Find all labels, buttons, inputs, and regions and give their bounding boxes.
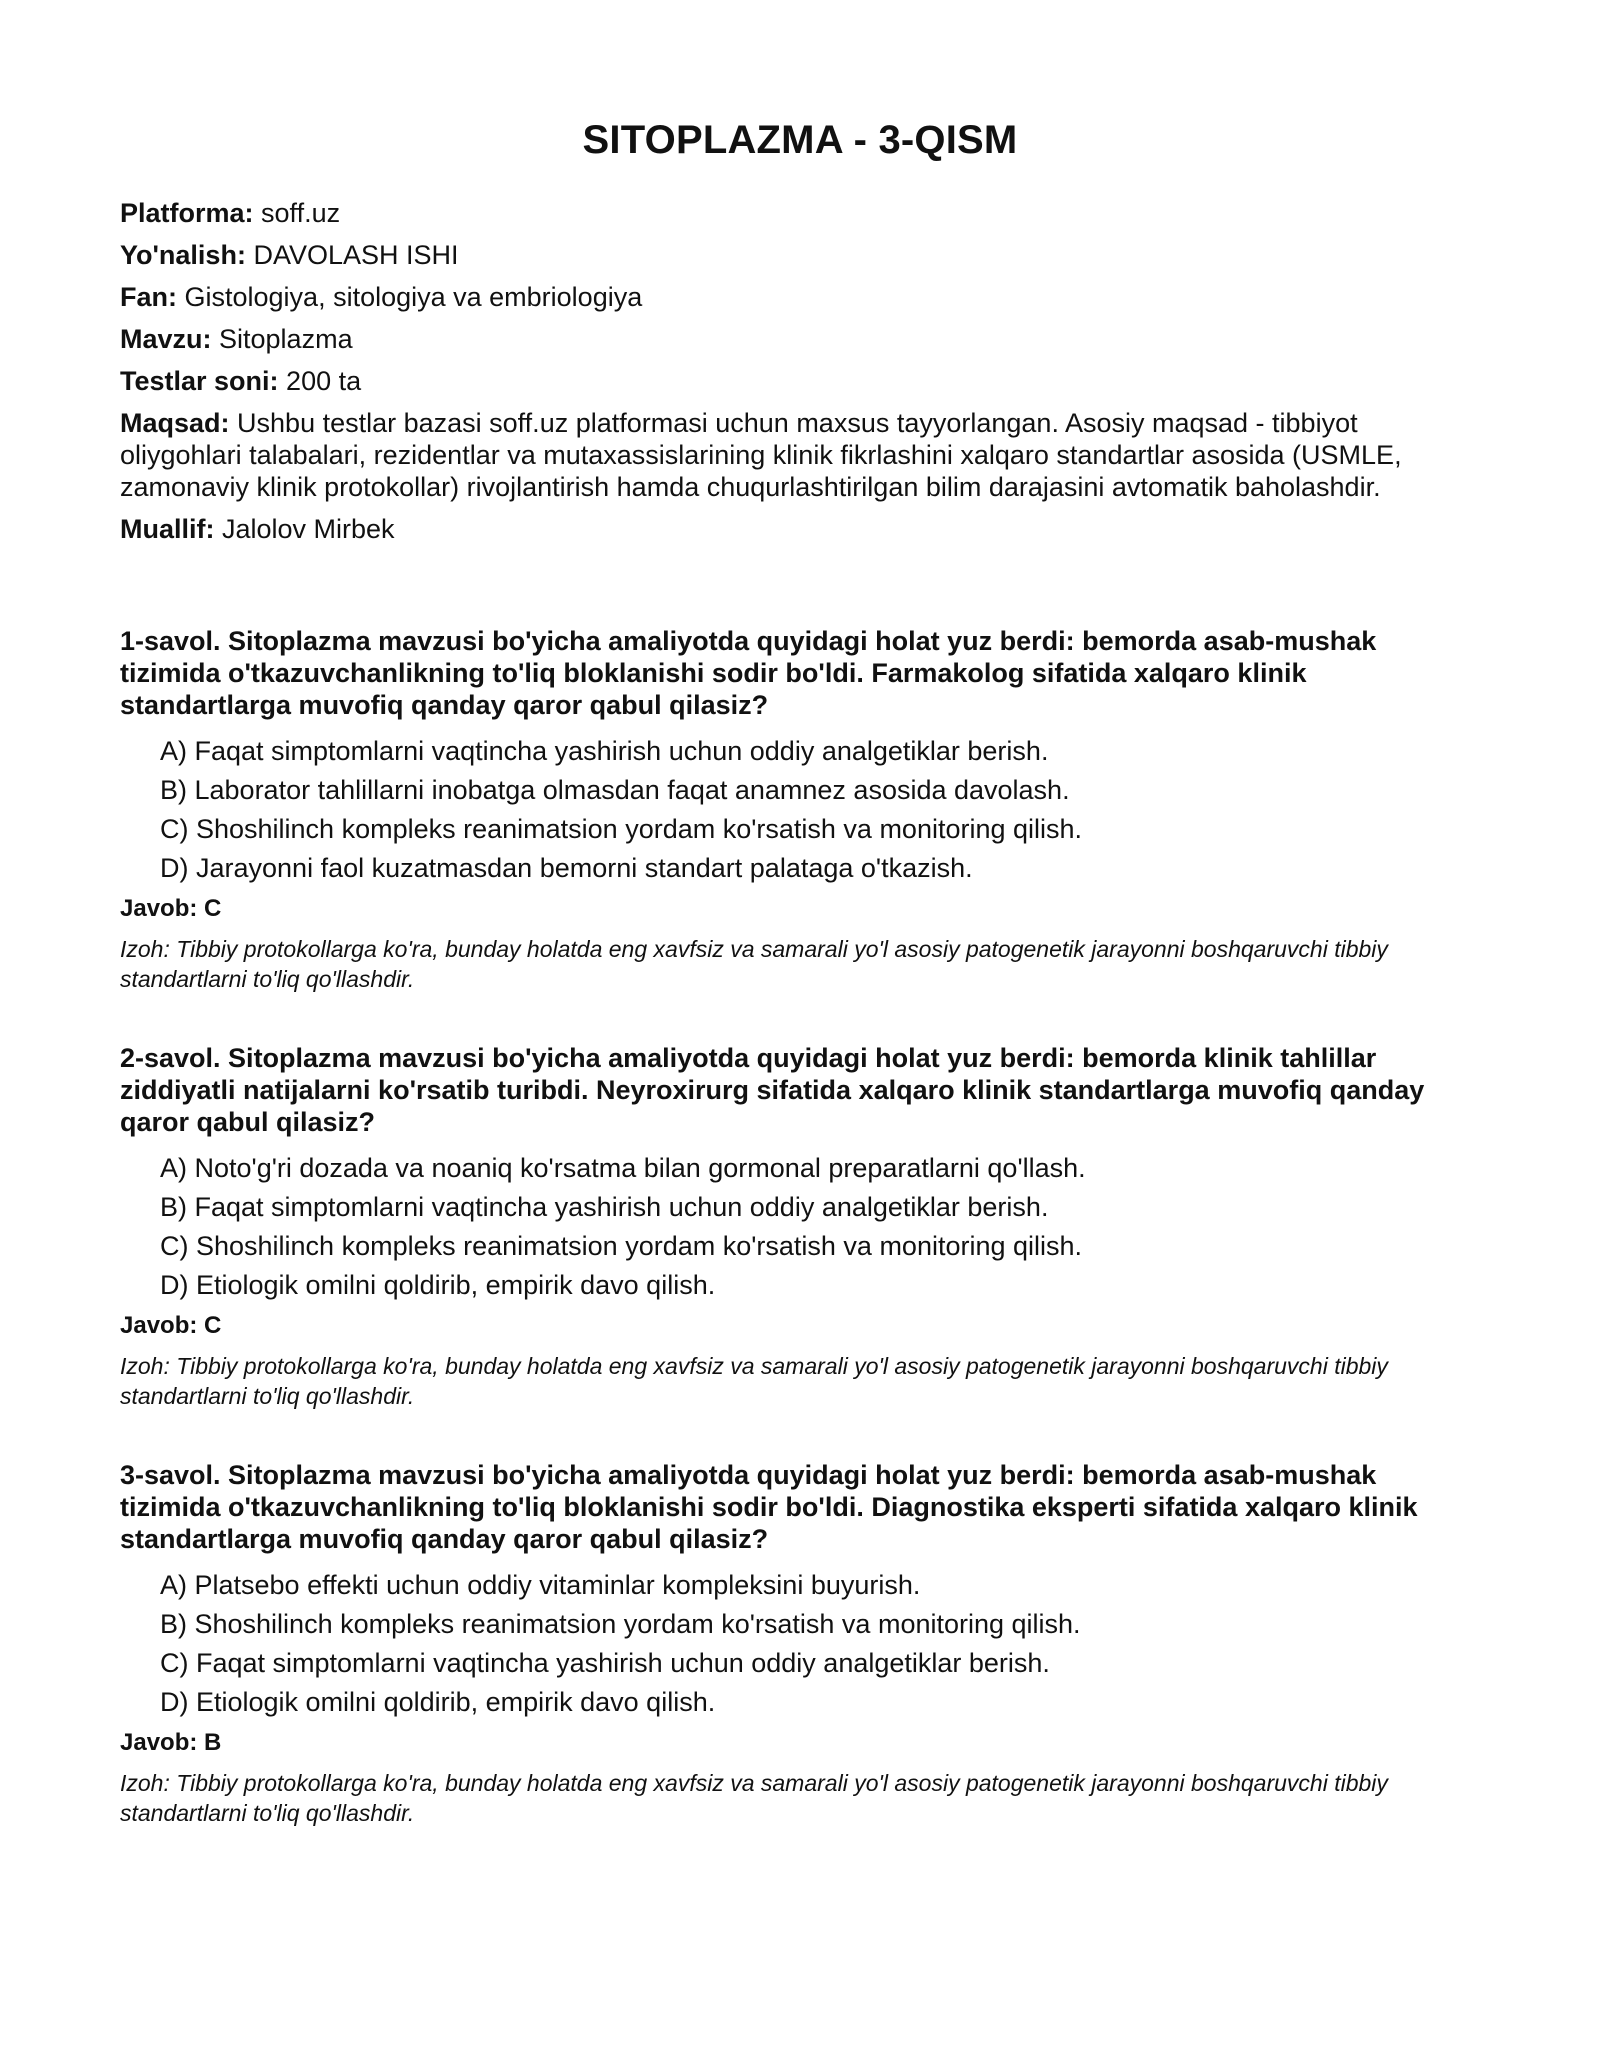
option-d: D) Jarayonni faol kuzatmasdan bemorni standart palataga o'tkazish. [160, 853, 973, 883]
meta-value: Sitoplazma [211, 324, 353, 354]
meta-subject [120, 281, 1480, 313]
option-b: B) Shoshilinch kompleks reanimatsion yordam ko'rsatish va monitoring qilish. [160, 1609, 1081, 1639]
question-2 [120, 1042, 1480, 1411]
option-d: D) Etiologik omilni qoldirib, empirik davo qilish. [160, 1687, 716, 1717]
meta-test-count [120, 365, 1480, 397]
answer-options [120, 1569, 1480, 1718]
meta-label: Platforma: [120, 198, 254, 228]
option-b: B) Faqat simptomlarni vaqtincha yashirish uchun oddiy analgetiklar berish. [160, 1192, 1049, 1222]
meta-topic [120, 323, 1480, 355]
explanation-note: Izoh: Tibbiy protokollarga ko'ra, bunday holatda eng xavfsiz va samarali yo'l asosiy patogenetik jarayonni boshqaruvchi tibbiy standartlarni to'liq qo'llashdir. [120, 1353, 1388, 1409]
option-a: A) Faqat simptomlarni vaqtincha yashirish uchun oddiy analgetiklar berish. [160, 736, 1049, 766]
answer-key: Javob: C [120, 895, 222, 922]
meta-value: 200 ta [278, 366, 362, 396]
option-b: B) Laborator tahlillarni inobatga olmasdan faqat anamnez asosida davolash. [160, 775, 1070, 805]
meta-value: Gistologiya, sitologiya va embriologiya [177, 282, 643, 312]
meta-platform [120, 197, 1480, 229]
question-list [120, 625, 1480, 1828]
meta-author [120, 513, 1480, 545]
question-text: 2-savol. Sitoplazma mavzusi bo'yicha amaliyotda quyidagi holat yuz berdi: bemorda klinik tahlillar ziddiyatli natijalarni ko'rsatib turibdi. Neyroxirurg sifatida xalqaro klinik standartlarga muvofiq qanday qaror qabul qilasiz? [120, 1043, 1425, 1137]
meta-label: Fan: [120, 282, 177, 312]
option-c: C) Shoshilinch kompleks reanimatsion yordam ko'rsatish va monitoring qilish. [160, 1231, 1083, 1261]
meta-direction [120, 239, 1480, 271]
explanation-note: Izoh: Tibbiy protokollarga ko'ra, bunday holatda eng xavfsiz va samarali yo'l asosiy patogenetik jarayonni boshqaruvchi tibbiy standartlarni to'liq qo'llashdir. [120, 1770, 1388, 1826]
question-text: 1-savol. Sitoplazma mavzusi bo'yicha amaliyotda quyidagi holat yuz berdi: bemorda asab-mushak tizimida o'tkazuvchanlikning to'liq bloklanishi sodir bo'ldi. Farmakolog sifatida xalqaro klinik standartlarga muvofiq qanday qaror qabul qilasiz? [120, 626, 1377, 720]
meta-value: DAVOLASH ISHI [245, 240, 459, 270]
option-c: C) Faqat simptomlarni vaqtincha yashirish uchun oddiy analgetiklar berish. [160, 1648, 1050, 1678]
answer-options [120, 1152, 1480, 1301]
option-a: A) Platsebo effekti uchun oddiy vitaminlar kompleksini buyurish. [160, 1570, 921, 1600]
meta-label: Testlar soni: [120, 366, 279, 396]
meta-label: Muallif: [120, 514, 215, 544]
question-1 [120, 625, 1480, 994]
meta-value: Jalolov Mirbek [214, 514, 395, 544]
document-metadata [120, 197, 1480, 545]
question-3 [120, 1459, 1480, 1828]
meta-label: Mavzu: [120, 324, 212, 354]
meta-value: Ushbu testlar bazasi soff.uz platformasi uchun maxsus tayyorlangan. Asosiy maqsad - tibbiyot oliygohlari talabalari, rezidentlar va mutaxassislarining klinik fikrlashini xalqaro standartlar asosida (USMLE, zamonaviy klinik protokollar) rivojlantirish hamda chuqurlashtirilgan bilim darajasini avtomatik baholashdir. [120, 408, 1402, 502]
document-title: SITOPLAZMA - 3-QISM [582, 118, 1018, 162]
answer-key: Javob: B [120, 1729, 222, 1756]
answer-options [120, 735, 1480, 884]
meta-value: soff.uz [253, 198, 341, 228]
option-c: C) Shoshilinch kompleks reanimatsion yordam ko'rsatish va monitoring qilish. [160, 814, 1083, 844]
meta-label: Yo'nalish: [120, 240, 246, 270]
explanation-note: Izoh: Tibbiy protokollarga ko'ra, bunday holatda eng xavfsiz va samarali yo'l asosiy patogenetik jarayonni boshqaruvchi tibbiy standartlarni to'liq qo'llashdir. [120, 936, 1388, 992]
answer-key: Javob: C [120, 1312, 222, 1339]
question-text: 3-savol. Sitoplazma mavzusi bo'yicha amaliyotda quyidagi holat yuz berdi: bemorda asab-mushak tizimida o'tkazuvchanlikning to'liq bloklanishi sodir bo'ldi. Diagnostika eksperti sifatida xalqaro klinik standartlarga muvofiq qanday qaror qabul qilasiz? [120, 1460, 1418, 1554]
meta-label: Maqsad: [120, 408, 230, 438]
meta-purpose [120, 407, 1480, 503]
option-a: A) Noto'g'ri dozada va noaniq ko'rsatma bilan gormonal preparatlarni qo'llash. [160, 1153, 1086, 1183]
option-d: D) Etiologik omilni qoldirib, empirik davo qilish. [160, 1270, 716, 1300]
